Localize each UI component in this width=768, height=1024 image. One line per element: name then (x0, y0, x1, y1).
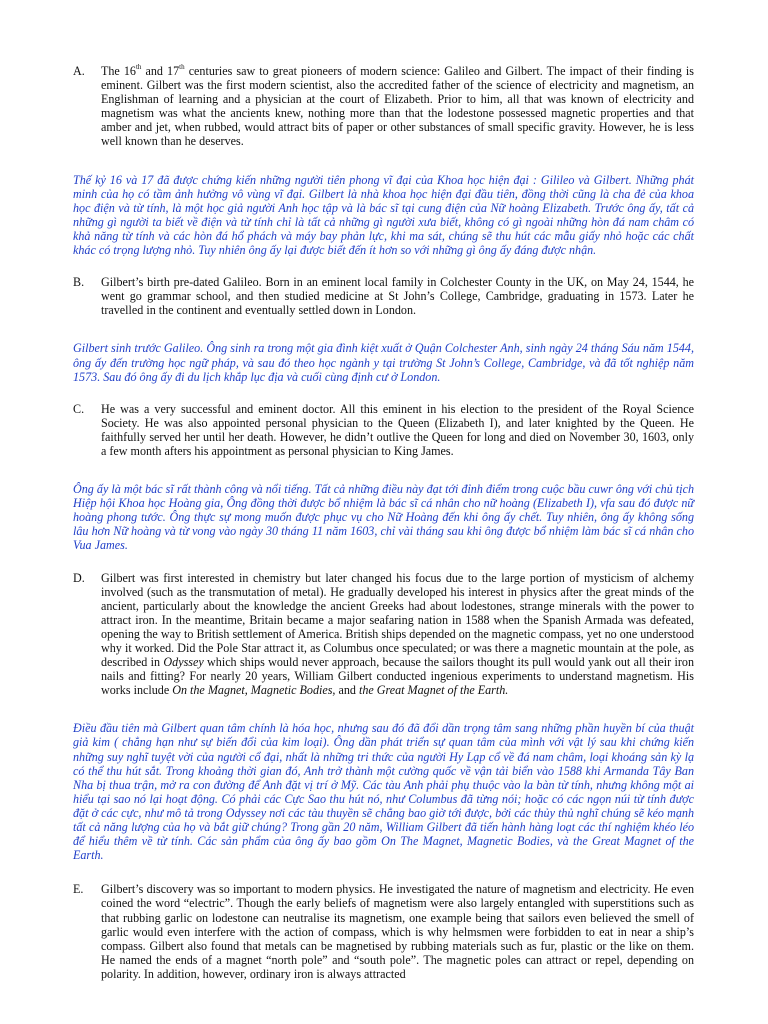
text-run: and (335, 683, 359, 698)
english-paragraph: Gilbert’s discovery was so important to modern physics. He investigated the nature of magnetism and electricity. He even coined the word “electric”. Though the early beliefs of magnetism were also largely entangled with superstitions such as that rubbing garlic on lodestone can neutralise its magnetism, one example being that sailors even believed the smell of garlic would even interfere with the action of compass, which is why helmsmen were forbidden to eat in near a ship’s compass. Gilbert also found that metals can be magnetised by rubbing materials such as fur, plastic or the like on them. He named the ends of a magnet “north pole” and “south pole”. The magnetic poles can attract or repel, depending on polarity. In addition, however, ordinary iron is always attracted (101, 882, 694, 981)
section-marker: B. (73, 275, 85, 290)
section-e-english (73, 882, 694, 981)
section-d-english (73, 571, 694, 698)
text-run: centuries saw to great pioneers of modern science: Galileo and Gilbert. The impact of their finding is eminent. Gilbert was the first modern scientist, also the accredited father of the science of electricity and magnetism, an Englishman of learning and a physician at the court of Elizabeth. Prior to him, all that was known of electricity and magnetism was what the ancients knew, nothing more than that the lodestone possessed magnetic properties and that amber and jet, when rubbed, would attract bits of paper or other substances of small specific gravity. However, he is less well known than he deserves. (101, 64, 694, 149)
superscript: th (179, 63, 185, 71)
section-a-english (73, 64, 694, 149)
section-marker: E. (73, 882, 84, 897)
text-run: The 16 (101, 64, 136, 78)
section-marker: C. (73, 401, 85, 416)
section-marker: A. (73, 64, 85, 78)
english-paragraph (101, 571, 694, 698)
section-marker: D. (73, 570, 85, 585)
italic-title: On the Magnet, Magnetic Bodies, (172, 683, 336, 698)
section-b-vietnamese: Gilbert sinh trước Galileo. Ông sinh ra trong một gia đình kiệt xuất ở Quận Colchester Anh, sinh ngày 24 tháng Sáu năm 1544, ông ấy đến trường học ngữ pháp, và sau đó theo học ngành y tại trường St John’s College, Cambridge, và đã tốt nghiệp năm 1573. Sau đó ông ấy đi du lịch khắp lục địa và cuối cùng định cư ở London. (73, 341, 694, 384)
english-paragraph (101, 64, 694, 149)
section-a-vietnamese: Thế kỷ 16 và 17 đã được chứng kiến những người tiên phong vĩ đại của Khoa học hiện đại : Gilileo và Gilbert. Những phát minh của họ có tầm ảnh hưởng vô vùng vĩ đại. Gilbert là nhà khoa học hiện đại đầu tiên, đồng thời cũng là cha đẻ của khoa học điện và từ tính, là một học giả người Anh học tập và là bác sĩ tại cung điện của Nữ hoàng Elizabeth. Trước ông ấy, tất cả những gì người ta biết về điện và từ tính chỉ là tất cả những gì người xưa biết, không có gì ngoài những hòn đá nam châm có khả năng từ tính và các hòn đá hổ phách và máy bay phản lực, khi ma sát, chúng sẽ thu hút các mẫu giấy nhỏ hoặc các chất khác có trọng lượng nhỏ. Tuy nhiên ông ấy lại được biết đến ít hơn so với những gì ông ấy đáng được nhận. (73, 172, 694, 258)
english-paragraph: Gilbert’s birth pre-dated Galileo. Born in an eminent local family in Colchester County in the UK, on May 24, 1544, he went go grammar school, and then studied medicine at St John’s College, Cambridge, graduating in 1573. Later he travelled in the continent and eventually settled down in London. (101, 275, 694, 318)
text-run: Gilbert was first interested in chemistry but later changed his focus due to the large portion of mysticism of alchemy involved (such as the transmutation of metal). He gradually developed his interest in physics after the great minds of the ancient, particularly about the knowledge the ancient Greeks had about lodestones, strange minerals with the power to attract iron. In the meantime, Britain became a major seafaring nation in 1588 when the Spanish Armada was defeated, opening the way to British settlement of America. British ships depended on the magnetic compass, yet no one understood why it worked. Did the Pole Star attract it, as Columbus once speculated; or was there a magnetic mountain at the pole, as described in (101, 570, 694, 670)
section-b-english (73, 275, 694, 317)
english-paragraph: He was a very successful and eminent doctor. All this eminent in his election to the president of the Royal Science Society. He was also appointed personal physician to the Queen (Elizabeth I), and later knighted by the Queen. He faithfully served her until her death. However, he didn’t outlive the Queen for long and died on November 30, 1603, only a few month afters his appointment as personal physician to King James. (101, 401, 694, 458)
section-c-english (73, 402, 694, 458)
italic-title: Odyssey (163, 655, 204, 670)
italic-title: the Great Magnet of the Earth. (358, 683, 509, 698)
text-run: which ships would never approach, because the sailors thought its pull would yank out all their iron nails and fitting? For nearly 20 years, William Gilbert conducted ingenious experiments to understand magnetism. His works include (101, 655, 694, 698)
section-c-vietnamese: Ông ấy là một bác sĩ rất thành công và nổi tiếng. Tất cả những điều này đạt tới đỉnh điểm trong cuộc bầu cuwr ông với chủ tịch Hiệp hội Khoa học Hoàng gia, Ông đồng thời được bổ nhiệm là bác sĩ cá nhân cho nữ hoàng (Elizabeth I), vfa sau đó được nữ hoàng phong tước. Ông thực sự mong muốn được phục vụ cho Nữ Hoàng đến khi ông ấy chết. Tuy nhiên, ông ấy không sống lâu hơn Nữ hoàng và từ vong vào ngày 30 tháng 11 năm 1603, chỉ vài tháng sau khi ông được bổ nhiệm làm bác sĩ cá nhân cho Vua James. (73, 482, 694, 553)
superscript: th (135, 63, 142, 71)
section-d-vietnamese: Điều đầu tiên mà Gilbert quan tâm chính là hóa học, nhưng sau đó đã đổi dần trọng tâm sang những phần huyền bí của thuật giả kim ( chẳng hạn như sự biến đổi của kim loại). Ông dần phát triển sự quan tâm của mình với vật lý sau khi chứng kiến những suy nghĩ tuyệt vời của người cổ đại, nhất là những tri thức của người Hy Lạp cổ về đá nam châm, loại khoáng sản kỳ lạ có thể thu hút sắt. Trong khoảng thời gian đó, Anh trở thành một cường quốc về vận tải biển vào 1588 khi Armanda Tây Ban Nha bị thua trận, mở ra con đường để Anh đặt vị trí ở Mỹ. Các tàu Anh phải phụ thuộc vào la bàn từ tính, nhưng không một ai hiểu tại sao nó lại hoạt động. Có phải các Cực Sao thu hút nó, như Columbus đã từng nói; hoặc có các ngọn núi từ tính được đặt ở các cực, như mô tả trong Odyssey nơi các tàu thuyền sẽ chẳng bao giờ tới được, bởi các thủy thủ nghĩ chúng sẽ kéo mạnh tất cả năng lượng của họ và bắt giữ chúng? Trong gần 20 năm, William Gilbert đã tiến hành hàng loạt các thí nghiệm khéo léo để hiểu thêm về từ tính. Các sản phẩm của ông ấy bao gồm On The Magnet, Magnetic Bodies, và the Great Magnet of the Earth. (73, 721, 694, 863)
text-run: and 17 (141, 64, 180, 78)
